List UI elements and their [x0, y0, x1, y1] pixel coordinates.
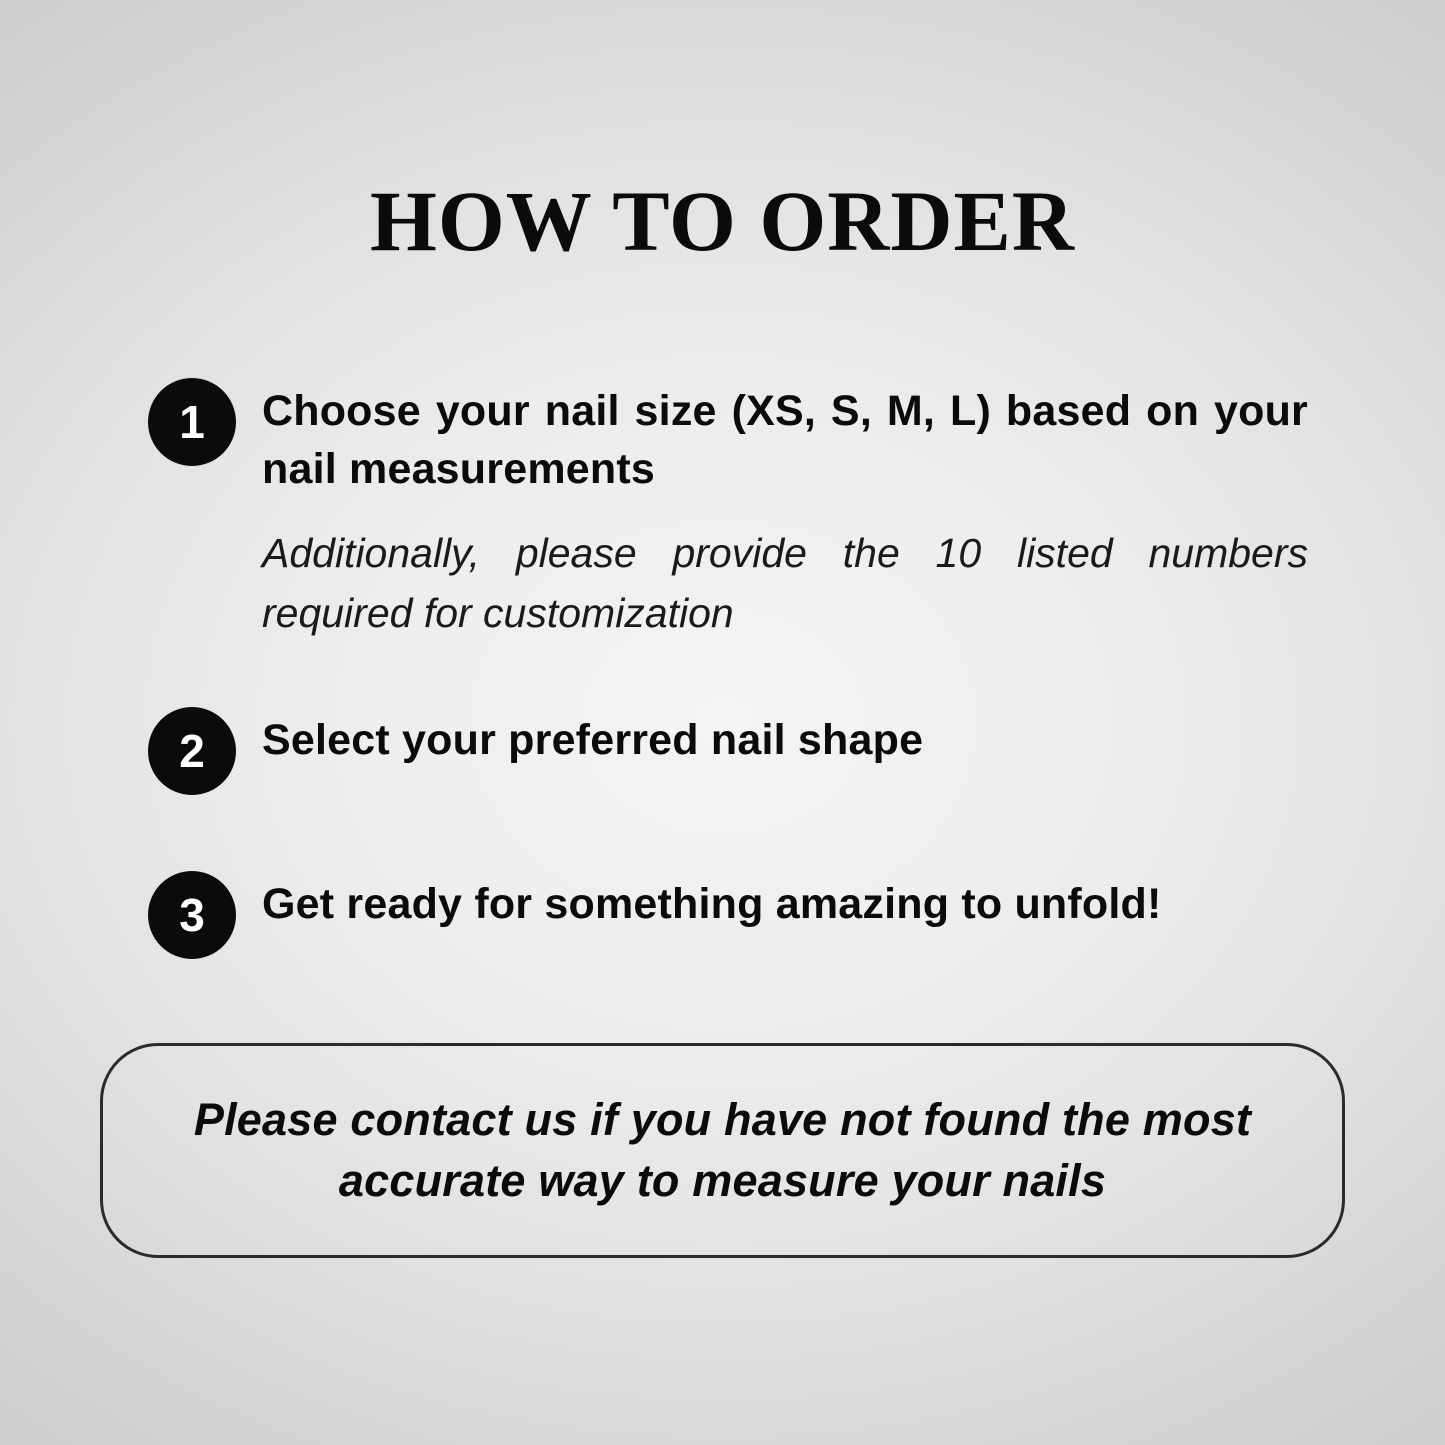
step-body-3	[262, 871, 1308, 933]
step-number-badge-2: 2	[148, 707, 236, 795]
step-number-badge-3: 3	[148, 871, 236, 959]
spacer	[148, 795, 1308, 871]
step-number-badge-1: 1	[148, 378, 236, 466]
contact-notice-box	[100, 1043, 1345, 1258]
step-text-2: Select your preferred nail shape	[262, 715, 924, 764]
list-item	[148, 378, 1308, 643]
step-body-1	[262, 378, 1308, 643]
step-subtext-1: Additionally, please provide the 10 listed numbers required for customization	[262, 530, 1308, 636]
step-text-1: Choose your nail size (XS, S, M, L) based on your nail measurements	[262, 387, 1308, 494]
contact-notice-text: Please contact us if you have not found the most accurate way to measure your nails	[193, 1093, 1252, 1206]
step-text-3: Get ready for something amazing to unfold!	[262, 879, 1162, 928]
steps-list	[148, 378, 1308, 959]
list-item	[148, 871, 1308, 959]
page-title: HOW TO ORDER	[370, 173, 1075, 269]
spacer	[148, 643, 1308, 707]
list-item	[148, 707, 1308, 795]
step-body-2	[262, 707, 1308, 769]
